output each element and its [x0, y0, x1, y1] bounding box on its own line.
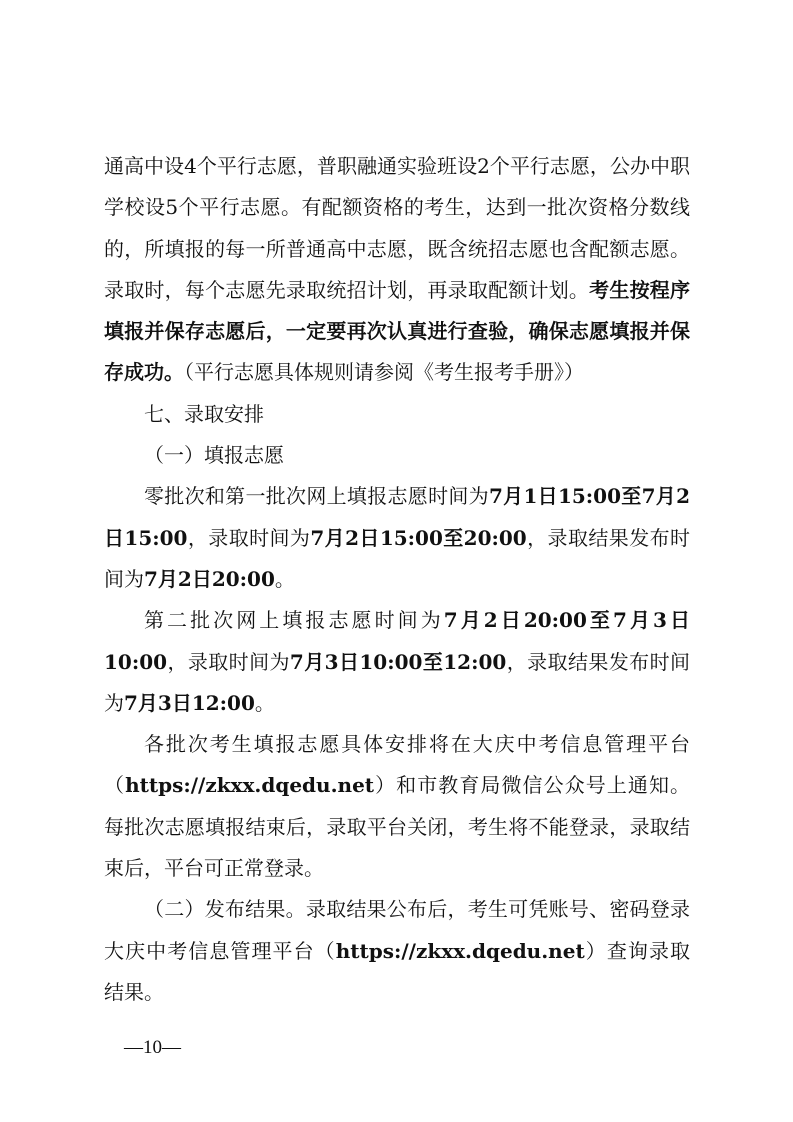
batch-0-1-admission-time: 7月2日15:00至20:00 [310, 525, 527, 550]
batch-2-text-4: 。 [254, 690, 275, 715]
batch-0-1-text-1: 零批次和第一批次网上填报志愿时间为 [144, 484, 489, 509]
batch-2-result-time: 7月3日12:00 [124, 690, 255, 715]
paragraph-batch-0-1-schedule [104, 476, 690, 600]
paragraph-batch-2-schedule [104, 600, 690, 724]
batch-0-1-fill-time: 7月1日15:00至7月2日15:00 [104, 484, 690, 550]
batch-0-1-result-time: 7月2日20:00 [144, 566, 275, 591]
notice-text-2: ）和市教育局微信公众号上通知。每批次志愿填报结束后，录取平台关闭，考生将不能登录，录取结束后，平台可正常登录。 [104, 773, 691, 881]
publish-results-text-2: ）查询录取结果。 [104, 938, 691, 1004]
notice-text-1: 各批次考生填报志愿具体安排将在大庆中考信息管理平台（ [104, 732, 690, 798]
section-heading-admission: 七、录取安排 [144, 401, 264, 426]
batch-0-1-text-4: 。 [274, 566, 295, 591]
platform-url: https://zkxx.dqedu.net [125, 773, 375, 798]
page-number: —10— [124, 1037, 181, 1058]
batch-0-1-text-2: ，录取时间为 [187, 525, 311, 550]
paragraph-notice [104, 724, 690, 889]
batch-2-admission-time: 7月3日10:00至12:00 [289, 649, 507, 674]
batch-0-1-text-3: ，录取结果发布时间为 [104, 525, 691, 591]
batch-2-text-2: ，录取时间为 [167, 649, 290, 674]
batch-2-text-3: ，录取结果发布时间为 [104, 649, 691, 715]
subsection-publish-results: （二）发布结果 [144, 897, 286, 922]
batch-2-fill-time: 7月2日20:00至7月3日10:00 [104, 608, 691, 674]
platform-url-results: https://zkxx.dqedu.net [335, 938, 585, 963]
document-body [104, 146, 690, 1013]
handbook-reference: （平行志愿具体规则请参阅《考生报考手册》） [184, 360, 584, 385]
paragraph-volunteer-rules [104, 146, 690, 394]
batch-2-text-1: 第二批次网上填报志愿时间为 [144, 608, 444, 633]
publish-results-text-1: 。录取结果公布后，考生可凭账号、密码登录大庆中考信息管理平台（ [104, 897, 691, 963]
volunteer-rules-text: 通高中设4个平行志愿，普职融通实验班设2个平行志愿，公办中职学校设5个平行志愿。有配额资格的考生，达到一批次资格分数线的，所填报的每一所普通高中志愿，既含统招志愿也含配额志愿。录取时，每个志愿先录取统招计划，再录取配额计划。 [104, 154, 690, 302]
paragraph-publish-results [104, 889, 690, 1013]
volunteer-check-notice: 考生按程序填报并保存志愿后，一定要再次认真进行查验，确保志愿填报并保存成功。 [104, 277, 691, 385]
subsection-fill-volunteer: （一）填报志愿 [144, 443, 284, 468]
